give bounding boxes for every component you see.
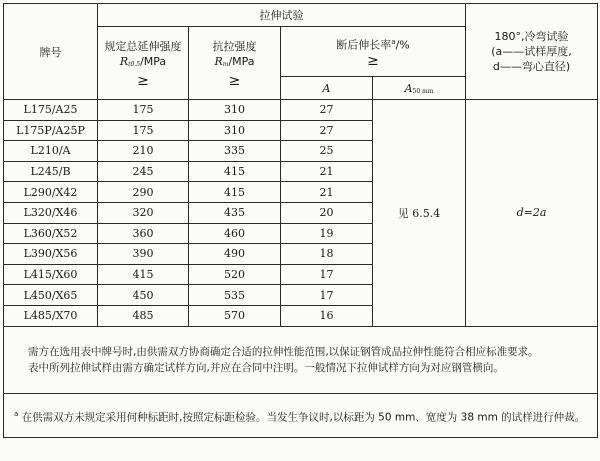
yield-label: 规定总延伸强度 — [104, 39, 182, 53]
bend-line-3: d——弯心直径) — [492, 60, 571, 73]
yield-symbol: Rt0.5/MPa — [119, 54, 167, 68]
cell-elongation-A: 17 — [281, 285, 373, 306]
header-yield-strength — [98, 27, 189, 100]
cell-tensile-strength: 535 — [189, 285, 281, 306]
header-tensile-test: 拉伸试验 — [98, 4, 466, 27]
footnote-mark: a — [14, 409, 19, 418]
cell-yield-strength: 415 — [98, 264, 189, 285]
header-bend-test — [466, 4, 598, 100]
tensile-geq: ≥ — [228, 72, 241, 89]
cell-elongation-A: 27 — [281, 120, 373, 141]
elongation-label: 断后伸长率$^a$/% — [336, 37, 410, 52]
notes-cell — [4, 326, 598, 393]
footnote-cell — [4, 393, 598, 437]
cell-yield-strength: 485 — [98, 305, 189, 326]
cell-elongation-A50: 见 6.5.4 — [373, 100, 466, 327]
cell-yield-strength: 320 — [98, 202, 189, 223]
header-tensile-strength — [189, 27, 281, 100]
cell-elongation-A: 16 — [281, 305, 373, 326]
cell-yield-strength: 245 — [98, 161, 189, 182]
cell-tensile-strength: 570 — [189, 305, 281, 326]
cell-tensile-strength: 415 — [189, 182, 281, 203]
cell-tensile-strength: 310 — [189, 120, 281, 141]
cell-grade: L390/X56 — [4, 244, 98, 265]
cell-yield-strength: 360 — [98, 223, 189, 244]
footnote-text: 在供需双方未规定采用何种标距时,按照定标距检验。当发生争议时,以标距为 50 mm、宽度为 38 mm 的试样进行仲裁。 — [21, 411, 586, 424]
bend-line-2: (a——试样厚度, — [491, 45, 572, 58]
cell-grade: L450/X65 — [4, 285, 98, 306]
cell-grade: L290/X42 — [4, 182, 98, 203]
note-paragraph-2: 表中所列拉伸试样由需方确定试样方向,并应在合同中注明。一般情况下拉伸试样方向为对应钢管横向。 — [28, 362, 504, 375]
cell-elongation-A: 27 — [281, 100, 373, 121]
notes-row-1 — [4, 326, 598, 393]
cell-elongation-A: 25 — [281, 141, 373, 162]
header-col-A50: A50 mm — [373, 77, 466, 100]
cell-tensile-strength: 460 — [189, 223, 281, 244]
note-paragraph-1: 需方在选用表中牌号时,由供需双方协商确定合适的拉伸性能范围,以保证钢管成品拉伸性能符合相应标准要求。 — [28, 346, 539, 359]
data-rows — [4, 100, 598, 327]
cell-grade: L210/A — [4, 141, 98, 162]
elongation-geq: ≥ — [367, 53, 379, 70]
cell-yield-strength: 175 — [98, 120, 189, 141]
tensile-test-table — [3, 3, 598, 438]
cell-yield-strength: 210 — [98, 141, 189, 162]
cell-tensile-strength: 520 — [189, 264, 281, 285]
cell-tensile-strength: 435 — [189, 202, 281, 223]
header-row-1 — [4, 4, 598, 27]
table-body — [4, 4, 598, 100]
yield-geq: ≥ — [137, 72, 149, 89]
cell-yield-strength: 450 — [98, 285, 189, 306]
header-grade: 牌号 — [4, 4, 98, 100]
cell-elongation-A: 21 — [281, 182, 373, 203]
tensile-symbol: Rm/MPa — [214, 54, 255, 68]
cell-yield-strength: 175 — [98, 100, 189, 121]
cell-elongation-A: 21 — [281, 161, 373, 182]
notes-row-2 — [4, 393, 598, 437]
header-elongation — [281, 27, 466, 77]
cell-tensile-strength: 310 — [189, 100, 281, 121]
cell-grade: L175P/A25P — [4, 120, 98, 141]
cell-bend-test: d=2a — [466, 100, 598, 327]
header-col-A: A — [281, 77, 373, 100]
cell-elongation-A: 17 — [281, 264, 373, 285]
bend-line-1: 180°,冷弯试验 — [494, 30, 569, 43]
cell-grade: L320/X46 — [4, 202, 98, 223]
table-row — [4, 100, 598, 121]
cell-grade: L245/B — [4, 161, 98, 182]
notes-body — [4, 326, 598, 437]
cell-tensile-strength: 490 — [189, 244, 281, 265]
cell-tensile-strength: 415 — [189, 161, 281, 182]
footnote-a — [10, 406, 591, 426]
cell-grade: L175/A25 — [4, 100, 98, 121]
cell-elongation-A: 19 — [281, 223, 373, 244]
cell-yield-strength: 390 — [98, 244, 189, 265]
tensile-label: 抗拉强度 — [212, 39, 257, 53]
cell-grade: L360/X52 — [4, 223, 98, 244]
cell-grade: L415/X60 — [4, 264, 98, 285]
cell-yield-strength: 290 — [98, 182, 189, 203]
cell-grade: L485/X70 — [4, 305, 98, 326]
cell-tensile-strength: 335 — [189, 141, 281, 162]
cell-elongation-A: 20 — [281, 202, 373, 223]
cell-elongation-A: 18 — [281, 244, 373, 265]
